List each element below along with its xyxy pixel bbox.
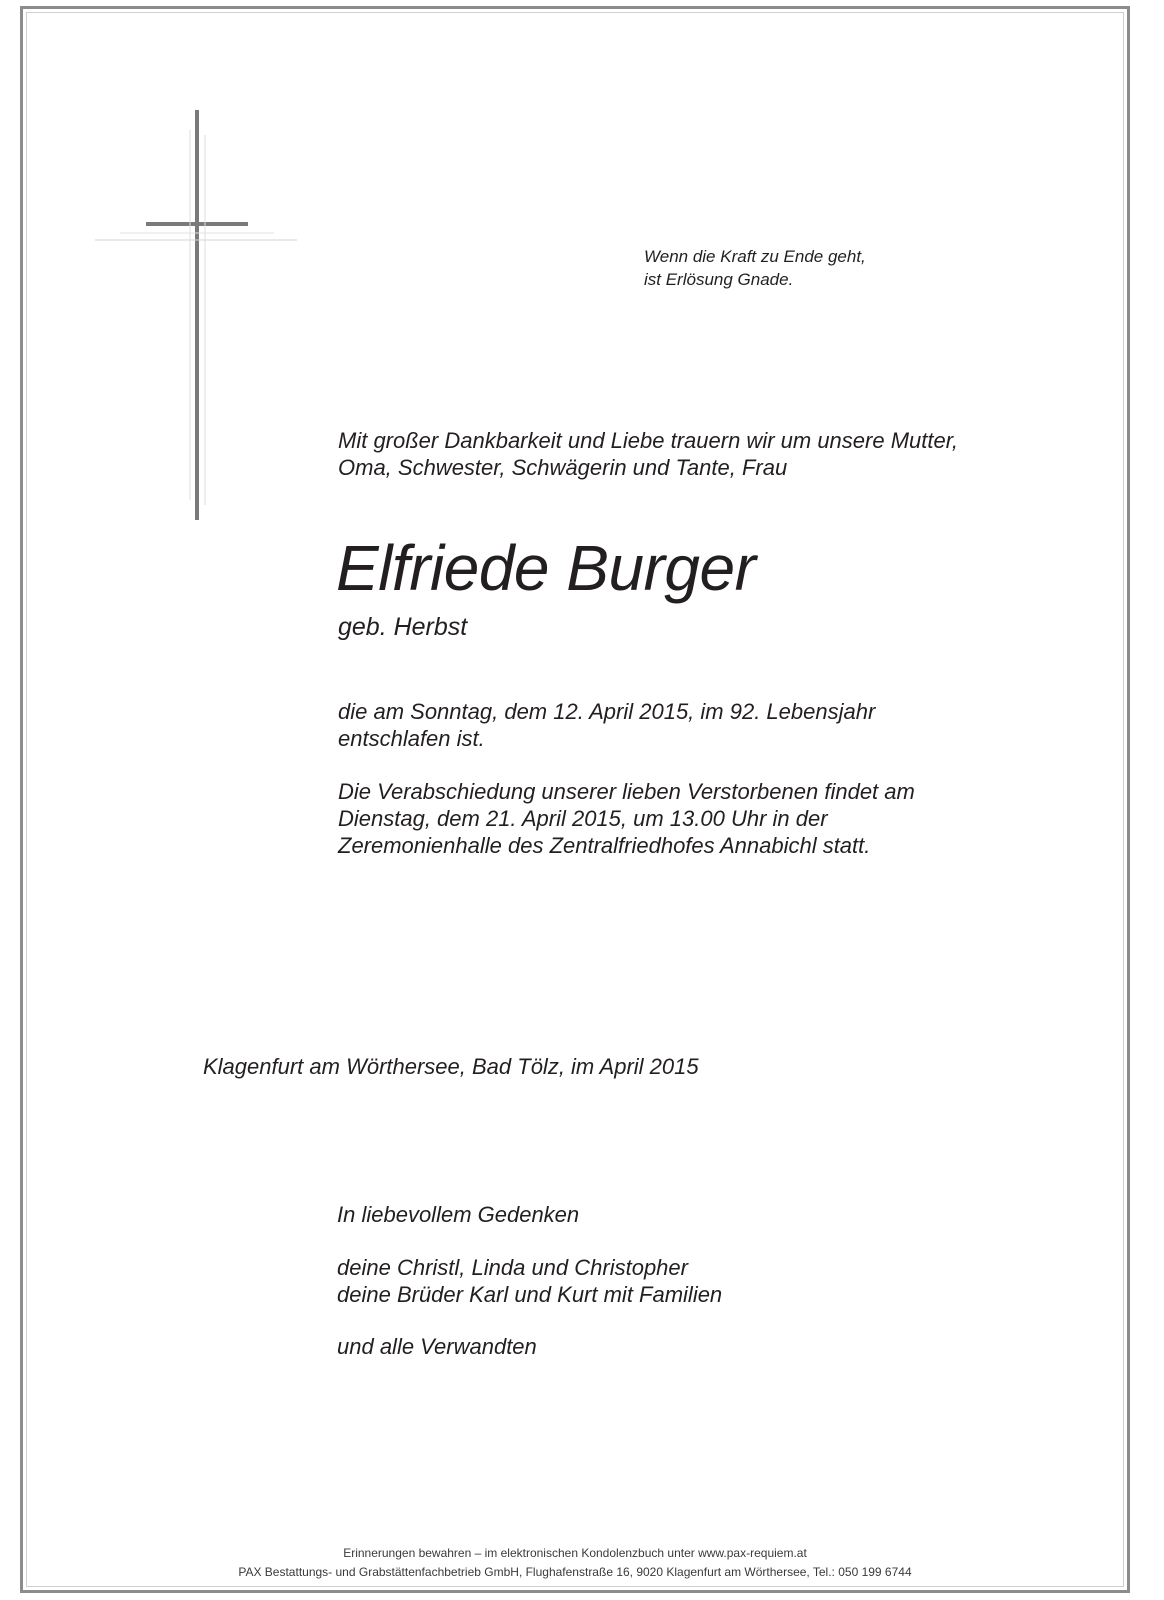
death-notice	[338, 698, 875, 752]
farewell-line-2: Dienstag, dem 21. April 2015, um 13.00 Uhr in der	[338, 806, 828, 831]
death-notice-line-1: die am Sonntag, dem 12. April 2015, im 92. Lebensjahr	[338, 699, 876, 724]
farewell-line-3: Zeremonienhalle des Zentralfriedhofes Annabichl statt.	[338, 833, 871, 858]
farewell-line-1: Die Verabschiedung unserer lieben Verstorbenen findet am	[338, 779, 915, 804]
footer-line-1: Erinnerungen bewahren – im elektronischen Kondolenzbuch unter www.pax-requiem.at	[343, 1546, 807, 1560]
motto-line-1: Wenn die Kraft zu Ende geht,	[644, 247, 866, 266]
farewell-notice	[338, 778, 915, 859]
motto	[644, 245, 866, 291]
mourners-line-2: deine Brüder Karl und Kurt mit Familien	[337, 1282, 723, 1307]
maiden-name: geb. Herbst	[338, 613, 468, 641]
motto-line-2: ist Erlösung Gnade.	[644, 270, 794, 289]
footer-line-2: PAX Bestattungs- und Grabstättenfachbetrieb GmbH, Flughafenstraße 16, 9020 Klagenfurt am Wörthersee, Tel.: 050 199 6744	[238, 1565, 912, 1579]
mourners-line-1: deine Christl, Linda und Christopher	[337, 1255, 688, 1280]
relatives-text: und alle Verwandten	[337, 1334, 537, 1359]
memory-text: In liebevollem Gedenken	[337, 1202, 580, 1227]
death-notice-line-2: entschlafen ist.	[338, 726, 485, 751]
intro-line-2: Oma, Schwester, Schwägerin und Tante, Frau	[338, 455, 788, 480]
place-date: Klagenfurt am Wörthersee, Bad Tölz, im April 2015	[203, 1054, 699, 1079]
intro-line-1: Mit großer Dankbarkeit und Liebe trauern wir um unsere Mutter,	[338, 428, 958, 453]
deceased-name: Elfriede Burger	[336, 532, 756, 604]
mourners-list	[337, 1254, 722, 1308]
intro-text	[338, 427, 958, 481]
